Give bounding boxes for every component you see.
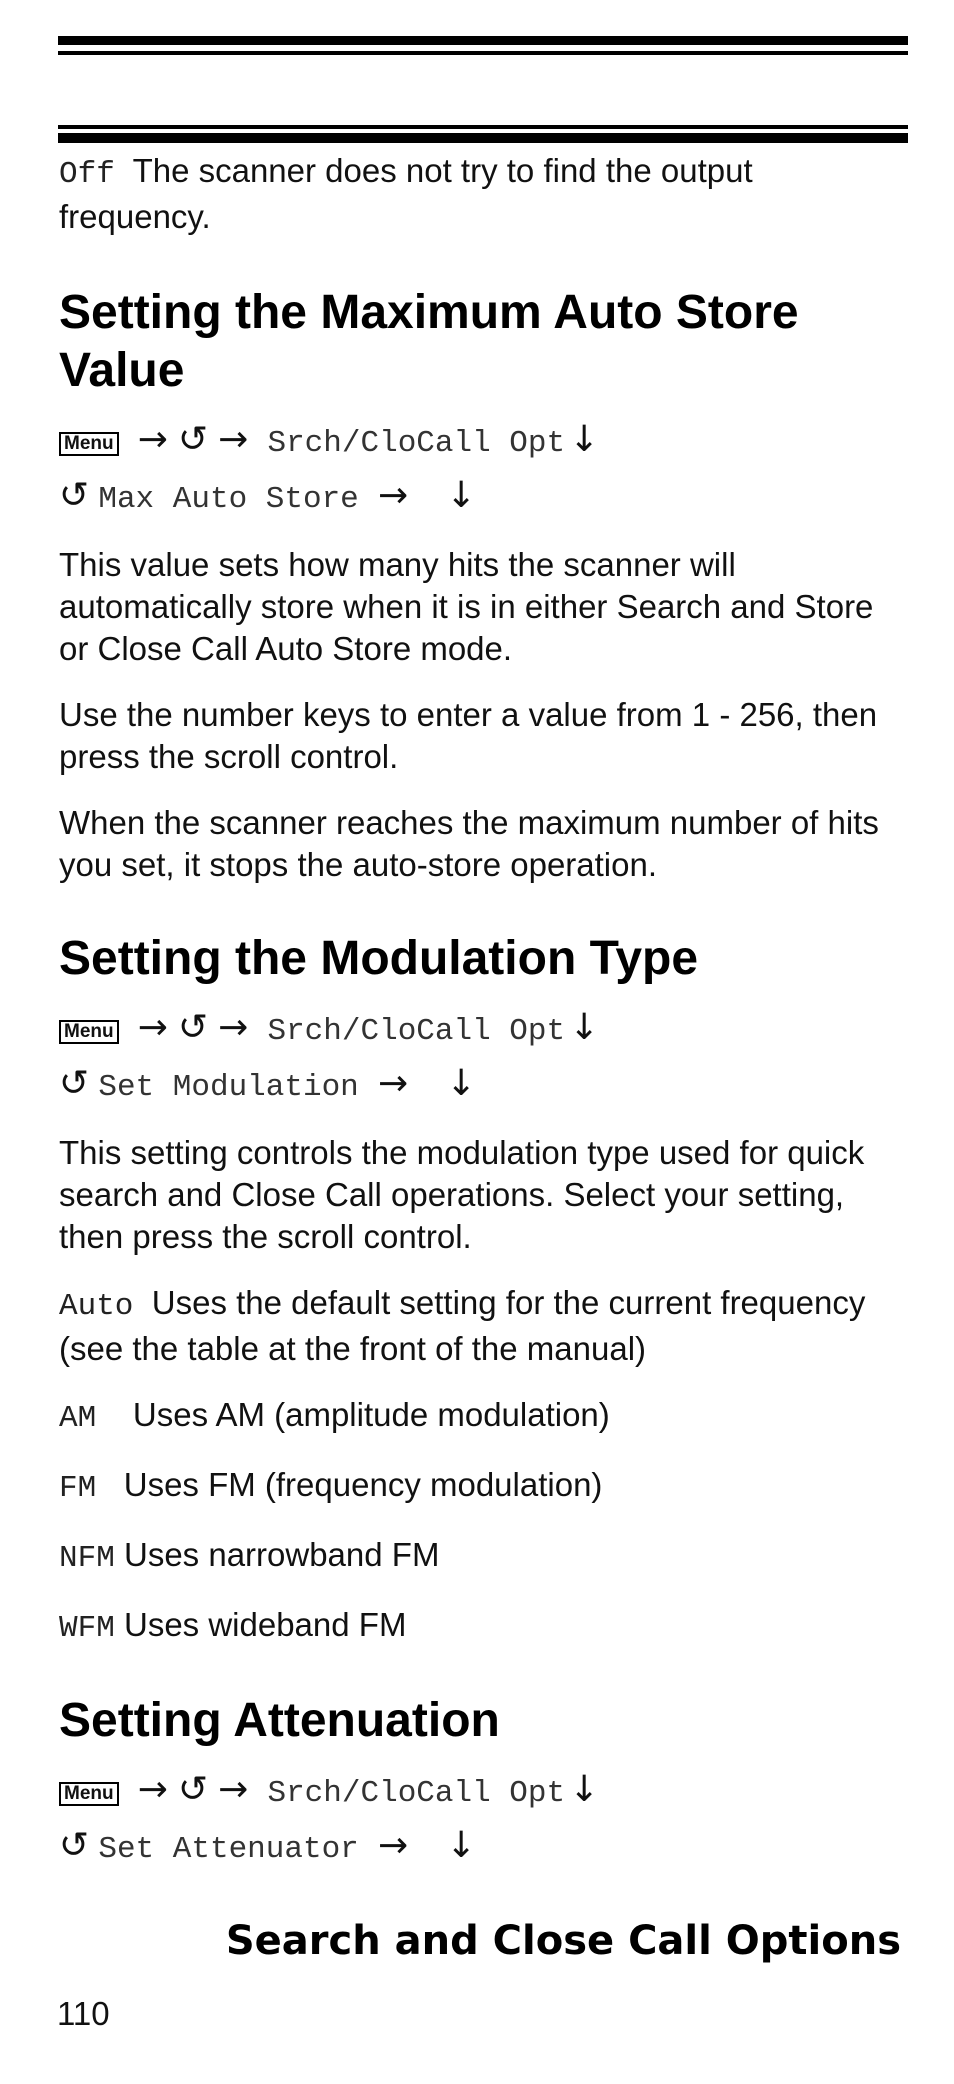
menu-key-icon: Menu: [59, 1020, 119, 1044]
arrow-right-icon: →: [377, 1825, 409, 1866]
option-text: The scanner does not try to find the output frequency.: [59, 152, 753, 235]
body-paragraph: This value sets how many hits the scanner will automatically store when it is in either Search and Store or Close Call Auto Store mode.: [59, 546, 874, 667]
section-heading-modulation: Setting the Modulation Type: [59, 932, 699, 985]
nav-menu-item: Srch/CloCall Opt: [267, 1014, 566, 1049]
page-content: [59, 150, 909, 1876]
nav-menu-item: Max Auto Store: [98, 482, 359, 517]
option-text: Uses FM (frequency modulation): [123, 1466, 603, 1503]
option-code: Off: [59, 157, 115, 192]
arrow-right-icon: →: [218, 1007, 249, 1048]
option-item: [59, 1534, 909, 1580]
menu-key-icon: Menu: [59, 1782, 119, 1806]
intro-option: [59, 150, 909, 238]
arrow-right-icon: →: [137, 419, 168, 460]
body-paragraph: Use the number keys to enter a value from 1 - 256, then press the scroll control.: [59, 696, 878, 775]
rotate-scroll-icon: ↺: [177, 1007, 209, 1048]
page-number: 110: [57, 1995, 110, 2032]
arrow-right-icon: →: [218, 1769, 249, 1810]
body-paragraph: This setting controls the modulation type used for quick search and Close Call operations. Select your setting, then press the scroll control.: [59, 1134, 865, 1255]
section-heading-attenuation: Setting Attenuation: [59, 1694, 500, 1747]
rotate-scroll-icon: ↺: [177, 419, 209, 460]
arrow-down-icon: ↓: [569, 1769, 600, 1810]
arrow-right-icon: →: [377, 475, 409, 516]
rotate-scroll-icon: ↺: [59, 1825, 90, 1866]
option-text: Uses AM (amplitude modulation): [132, 1396, 610, 1433]
nav-path-attenuation: [59, 1764, 909, 1876]
arrow-right-icon: →: [137, 1007, 168, 1048]
arrow-down-icon: ↓: [569, 419, 600, 460]
rotate-scroll-icon: ↺: [177, 1769, 209, 1810]
option-code: Auto: [59, 1289, 134, 1324]
option-item: [59, 1604, 909, 1650]
nav-menu-item: Set Modulation: [98, 1070, 359, 1105]
nav-path-max-auto-store: [59, 414, 909, 526]
option-code: FM: [59, 1471, 97, 1506]
arrow-down-icon: ↓: [446, 1063, 477, 1104]
running-footer-title: Search and Close Call Options: [225, 1918, 901, 1964]
option-code: NFM: [59, 1541, 115, 1576]
body-paragraph: When the scanner reaches the maximum number of hits you set, it stops the auto-store operation.: [59, 804, 879, 883]
option-item: [59, 1394, 909, 1440]
section-heading-max-auto-store: Setting the Maximum Auto Store Value: [59, 286, 799, 397]
menu-key-icon: Menu: [59, 432, 119, 456]
option-item: [59, 1282, 909, 1370]
option-code: AM: [59, 1401, 97, 1436]
arrow-right-icon: →: [377, 1063, 409, 1104]
header-rule-top-thick: [58, 36, 908, 45]
arrow-right-icon: →: [137, 1769, 168, 1810]
nav-menu-item: Srch/CloCall Opt: [267, 1776, 566, 1811]
header-rule-bottom-thick: [58, 133, 908, 143]
rotate-scroll-icon: ↺: [59, 1063, 90, 1104]
header-rule-bottom-thin: [58, 125, 908, 129]
nav-path-modulation: [59, 1002, 909, 1114]
arrow-down-icon: ↓: [446, 475, 477, 516]
rotate-scroll-icon: ↺: [59, 475, 90, 516]
option-text: Uses wideband FM: [123, 1606, 407, 1643]
option-code: WFM: [59, 1611, 115, 1646]
nav-menu-item: Set Attenuator: [98, 1832, 359, 1867]
option-text: Uses narrowband FM: [123, 1536, 440, 1573]
arrow-right-icon: →: [218, 419, 249, 460]
option-item: [59, 1464, 909, 1510]
option-text: Uses the default setting for the current frequency (see the table at the front of the manual): [59, 1284, 866, 1367]
arrow-down-icon: ↓: [569, 1007, 600, 1048]
nav-menu-item: Srch/CloCall Opt: [267, 426, 566, 461]
arrow-down-icon: ↓: [446, 1825, 477, 1866]
header-rule-top-thin: [58, 51, 908, 55]
